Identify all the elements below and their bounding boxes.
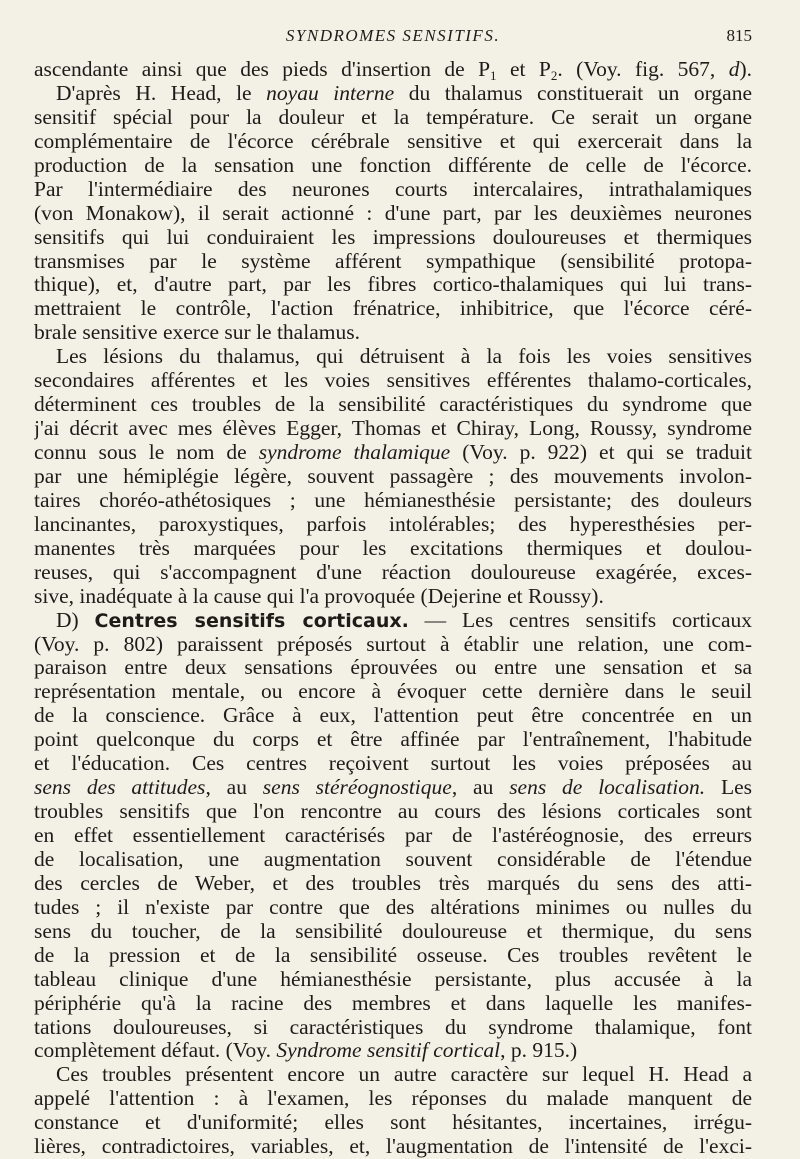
text-line: de la conscience. Grâce à eux, l'attention peut être concentrée en un xyxy=(34,704,752,728)
text-line: production de la sensation une fonction différente de celle de l'écorce. xyxy=(34,153,752,177)
text-line: en effet essentiellement caractérisés par de l'astéréognosie, des erreurs xyxy=(34,824,752,847)
text-line: lancinantes, paroxystiques, parfois intolérables; des hyperesthésies per- xyxy=(34,512,752,536)
text-line: thique), et, d'autre part, par les fibres cortico-thalamiques qui lui trans- xyxy=(34,273,752,297)
running-head: SYNDROMES SENSITIFS. xyxy=(285,26,501,45)
text-line: ascendante ainsi que des pieds d'insertion de $P_1$ et $P_2$. (Voy. fig. 567, d). xyxy=(34,58,752,82)
text-line: tudes ; il n'existe par contre que des altérations minimes ou nulles du xyxy=(34,895,752,919)
text-line: tations douloureuses, si caractéristiques du syndrome thalamique, font xyxy=(34,1015,752,1039)
text-line: tableau clinique d'une hémianesthésie persistante, plus accusée à la xyxy=(34,967,752,991)
text-line: constance et d'uniformité; elles sont hésitantes, incertaines, irrégu- xyxy=(34,1111,752,1135)
text-line: sens du toucher, de la sensibilité douloureuse et thermique, du sens xyxy=(34,919,752,943)
text-line: lières, contradictoires, variables, et, l'augmentation de l'intensité de l'exci- xyxy=(34,1135,752,1159)
paragraph-start-line: Les lésions du thalamus, qui détruisent à la fois les voies sensitives xyxy=(56,345,752,369)
text-line: représentation mentale, ou encore à évoquer cette dernière dans le seuil xyxy=(34,680,752,704)
page-number: 815 xyxy=(726,26,752,45)
text-line: de localisation, une augmentation souvent considérable de l'étendue xyxy=(34,847,752,871)
text-line: manentes très marquées pour les excitations thermiques et doulou- xyxy=(34,536,752,560)
text-line: mettraient le contrôle, l'action frénatrice, inhibitrice, que l'écorce céré- xyxy=(34,297,752,321)
text-line: de la pression et de la sensibilité osseuse. Ces troubles revêtent le xyxy=(34,943,752,967)
text-line: appelé l'attention : à l'examen, les réponses du malade manquent de xyxy=(34,1087,752,1111)
page-body xyxy=(34,58,752,1159)
text-line: (Voy. p. 802) paraissent préposés surtout à établir une relation, une com- xyxy=(34,632,752,656)
text-line: reuses, qui s'accompagnent d'une réaction douloureuse exagérée, exces- xyxy=(34,560,752,584)
text-line: j'ai décrit avec mes élèves Egger, Thomas et Chiray, Long, Roussy, syndrome xyxy=(34,417,752,441)
text-line: sensitifs qui lui conduiraient les impressions douloureuses et thermiques xyxy=(34,225,752,249)
text-line: sensitif spécial pour la douleur et la température. Ce serait un organe xyxy=(34,105,752,129)
section-heading: Centres sensitifs corticaux. xyxy=(94,609,409,632)
paragraph-start-line: D'après H. Head, le noyau interne du thalamus constituerait un organe xyxy=(56,81,752,105)
paragraph-end-line: complètement défaut. (Voy. Syndrome sensitif cortical, p. 915.) xyxy=(34,1039,578,1063)
text-line: déterminent ces troubles de la sensibilité caractéristiques du syndrome que xyxy=(34,393,752,417)
text-line: et l'éducation. Ces centres reçoivent surtout les voies préposées au xyxy=(34,752,752,776)
text-line: complémentaire de l'écorce cérébrale sensitive et qui exercerait dans la xyxy=(34,129,752,153)
text-line: connu sous le nom de syndrome thalamique (Voy. p. 922) et qui se traduit xyxy=(34,441,752,464)
text-line: point quelconque du corps et être affinée par l'entraînement, l'habitude xyxy=(34,728,752,752)
text-line: secondaires afférentes et les voies sensitives efférentes thalamo-corticales, xyxy=(34,369,752,393)
text-line: Par l'intermédiaire des neurones courts intercalaires, intrathalamiques xyxy=(34,177,752,201)
page-header xyxy=(34,22,752,50)
text-line: transmises par le système afférent sympathique (sensibilité protopa- xyxy=(34,249,752,273)
paragraph-end-line: sive, inadéquate à la cause qui l'a provoquée (Dejerine et Roussy). xyxy=(34,584,604,608)
text-line: des cercles de Weber, et des troubles très marqués du sens des atti- xyxy=(34,871,752,895)
text-line: par une hémiplégie légère, souvent passagère ; des mouvements involon- xyxy=(34,464,752,488)
text-line: périphérie qu'à la racine des membres et dans laquelle les manifes- xyxy=(34,991,752,1015)
paragraph-start-line: Ces troubles présentent encore un autre caractère sur lequel H. Head a xyxy=(56,1063,752,1087)
paragraph-end-line: brale sensitive exerce sur le thalamus. xyxy=(34,321,360,345)
text-line: taires choréo-athétosiques ; une hémianesthésie persistante; des douleurs xyxy=(34,488,752,512)
text-line: sens des attitudes, au sens stéréognostique, au sens de localisation. Les xyxy=(34,776,752,800)
text-line: troubles sensitifs que l'on rencontre au cours des lésions corticales sont xyxy=(34,800,752,824)
text-line: (von Monakow), il serait actionné : d'une part, par les deuxièmes neurones xyxy=(34,201,752,225)
section-heading-line: D) Centres sensitifs corticaux. — Les centres sensitifs corticaux xyxy=(56,608,752,632)
text-line: paraison entre deux sensations éprouvées ou entre une sensation et sa xyxy=(34,656,752,680)
